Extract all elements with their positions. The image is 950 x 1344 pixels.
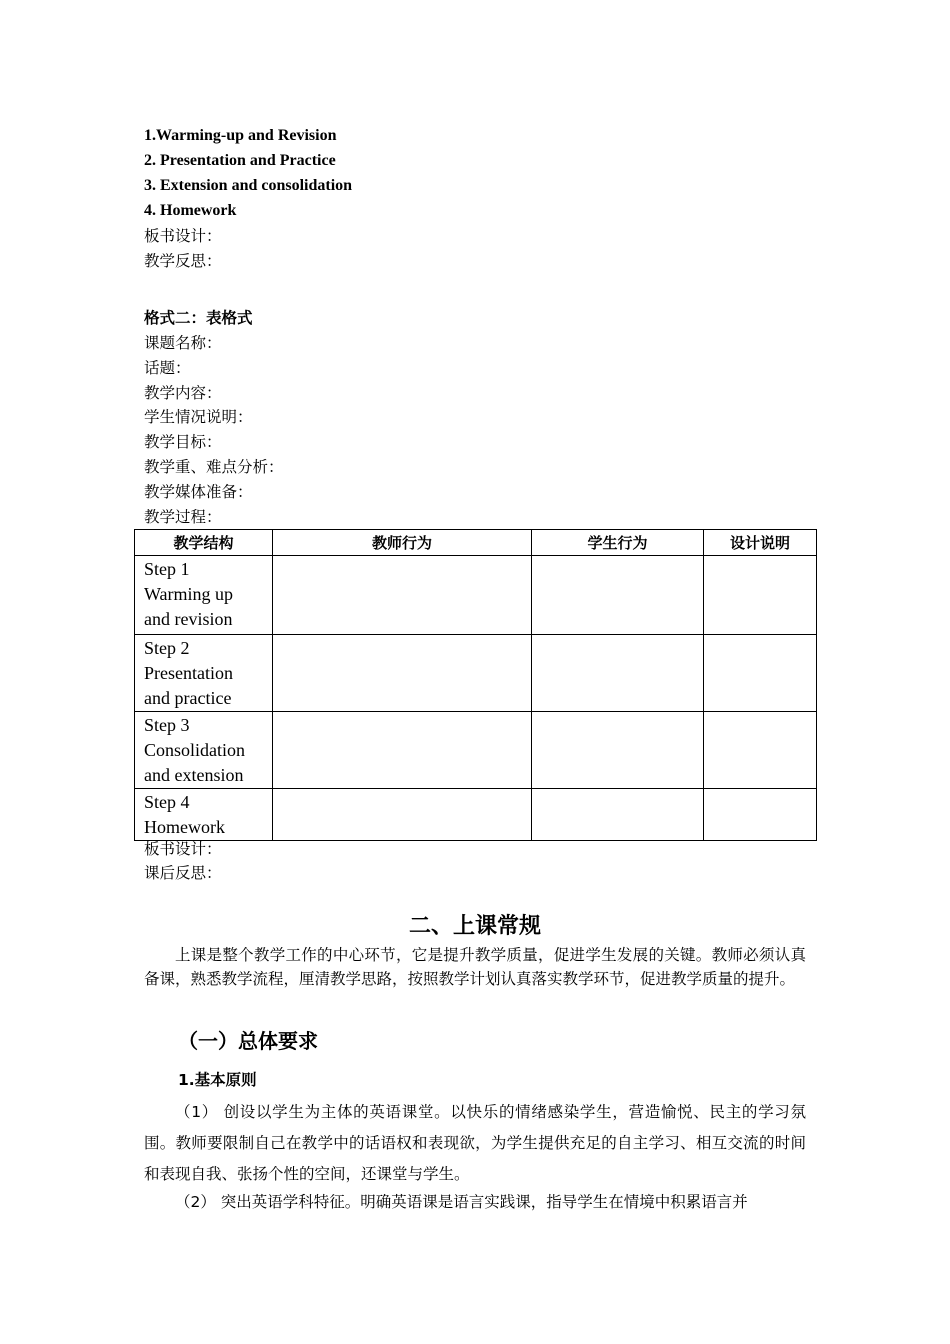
section-intro: 上课是整个教学工作的中心环节，它是提升教学质量，促进学生发展的关键。教师必须认真备课，熟悉教学流程，厘清教学思路，按照教学计划认真落实教学环节，促进教学质量的提升。	[144, 946, 806, 988]
field-key-points: 教学重、难点分析：	[144, 458, 284, 476]
field-process: 教学过程：	[144, 508, 222, 526]
step-line: Step 4	[144, 792, 190, 812]
table-header-row	[135, 530, 817, 556]
teacher-cell	[273, 635, 532, 712]
outline-item-4: 4. Homework	[144, 202, 237, 219]
table-row	[135, 789, 817, 841]
step-line: Step 1	[144, 559, 190, 579]
table-row	[135, 712, 817, 789]
teacher-cell	[273, 556, 532, 635]
basic-principles-title: 1.基本原则	[178, 1071, 257, 1089]
teacher-cell	[273, 712, 532, 789]
outline-item-2: 2. Presentation and Practice	[144, 152, 336, 169]
note-cell	[704, 712, 817, 789]
board-design-label: 板书设计：	[144, 227, 222, 245]
student-cell	[532, 712, 704, 789]
step-line: and extension	[144, 765, 244, 785]
step-line: Step 2	[144, 638, 190, 658]
note-cell	[704, 789, 817, 841]
header-student: 学生行为	[532, 530, 704, 556]
note-cell	[704, 635, 817, 712]
step-cell	[135, 556, 273, 635]
field-students: 学生情况说明：	[144, 408, 253, 426]
step-line: Consolidation	[144, 740, 246, 760]
principle-1: （1） 创设以学生为主体的英语课堂。以快乐的情绪感染学生，营造愉悦、民主的学习氛围。教师要限制自己在教学中的话语权和表现欲，为学生提供充足的自主学习、相互交流的时间和表现自我、张扬个性的空间，还课堂与学生。	[144, 1103, 806, 1183]
table-row	[135, 635, 817, 712]
teacher-cell	[273, 789, 532, 841]
outline-item-3: 3. Extension and consolidation	[144, 177, 353, 194]
step-line: and revision	[144, 609, 233, 629]
step-line: Homework	[144, 817, 225, 837]
step-cell	[135, 635, 273, 712]
step-line: and practice	[144, 688, 232, 708]
outline-item-1: 1.Warming-up and Revision	[144, 127, 337, 144]
section-title: 二、上课常规	[408, 914, 541, 939]
header-structure: 教学结构	[135, 530, 273, 556]
board-design-label-2: 板书设计：	[144, 840, 222, 858]
header-design-note: 设计说明	[704, 530, 817, 556]
field-topic: 话题：	[144, 359, 191, 377]
header-teacher: 教师行为	[273, 530, 532, 556]
format2-title: 格式二：表格式	[144, 309, 253, 327]
field-topic-name: 课题名称：	[144, 334, 222, 352]
step-line: Warming up	[144, 584, 234, 604]
step-cell	[135, 712, 273, 789]
note-cell	[704, 556, 817, 635]
principle-2: （2） 突出英语学科特征。明确英语课是语言实践课，指导学生在情境中积累语言并	[175, 1193, 748, 1211]
step-cell	[135, 789, 273, 841]
student-cell	[532, 635, 704, 712]
after-class-reflection-label: 课后反思：	[144, 864, 222, 882]
step-line: Presentation	[144, 663, 233, 683]
student-cell	[532, 556, 704, 635]
step-line: Step 3	[144, 715, 190, 735]
student-cell	[532, 789, 704, 841]
sub-section-title: （一）总体要求	[178, 1029, 318, 1053]
field-content: 教学内容：	[144, 384, 222, 402]
field-objectives: 教学目标：	[144, 433, 222, 451]
teaching-reflection-label: 教学反思：	[144, 252, 222, 270]
field-media: 教学媒体准备：	[144, 483, 253, 501]
table-row	[135, 556, 817, 635]
lesson-process-table	[134, 529, 817, 841]
